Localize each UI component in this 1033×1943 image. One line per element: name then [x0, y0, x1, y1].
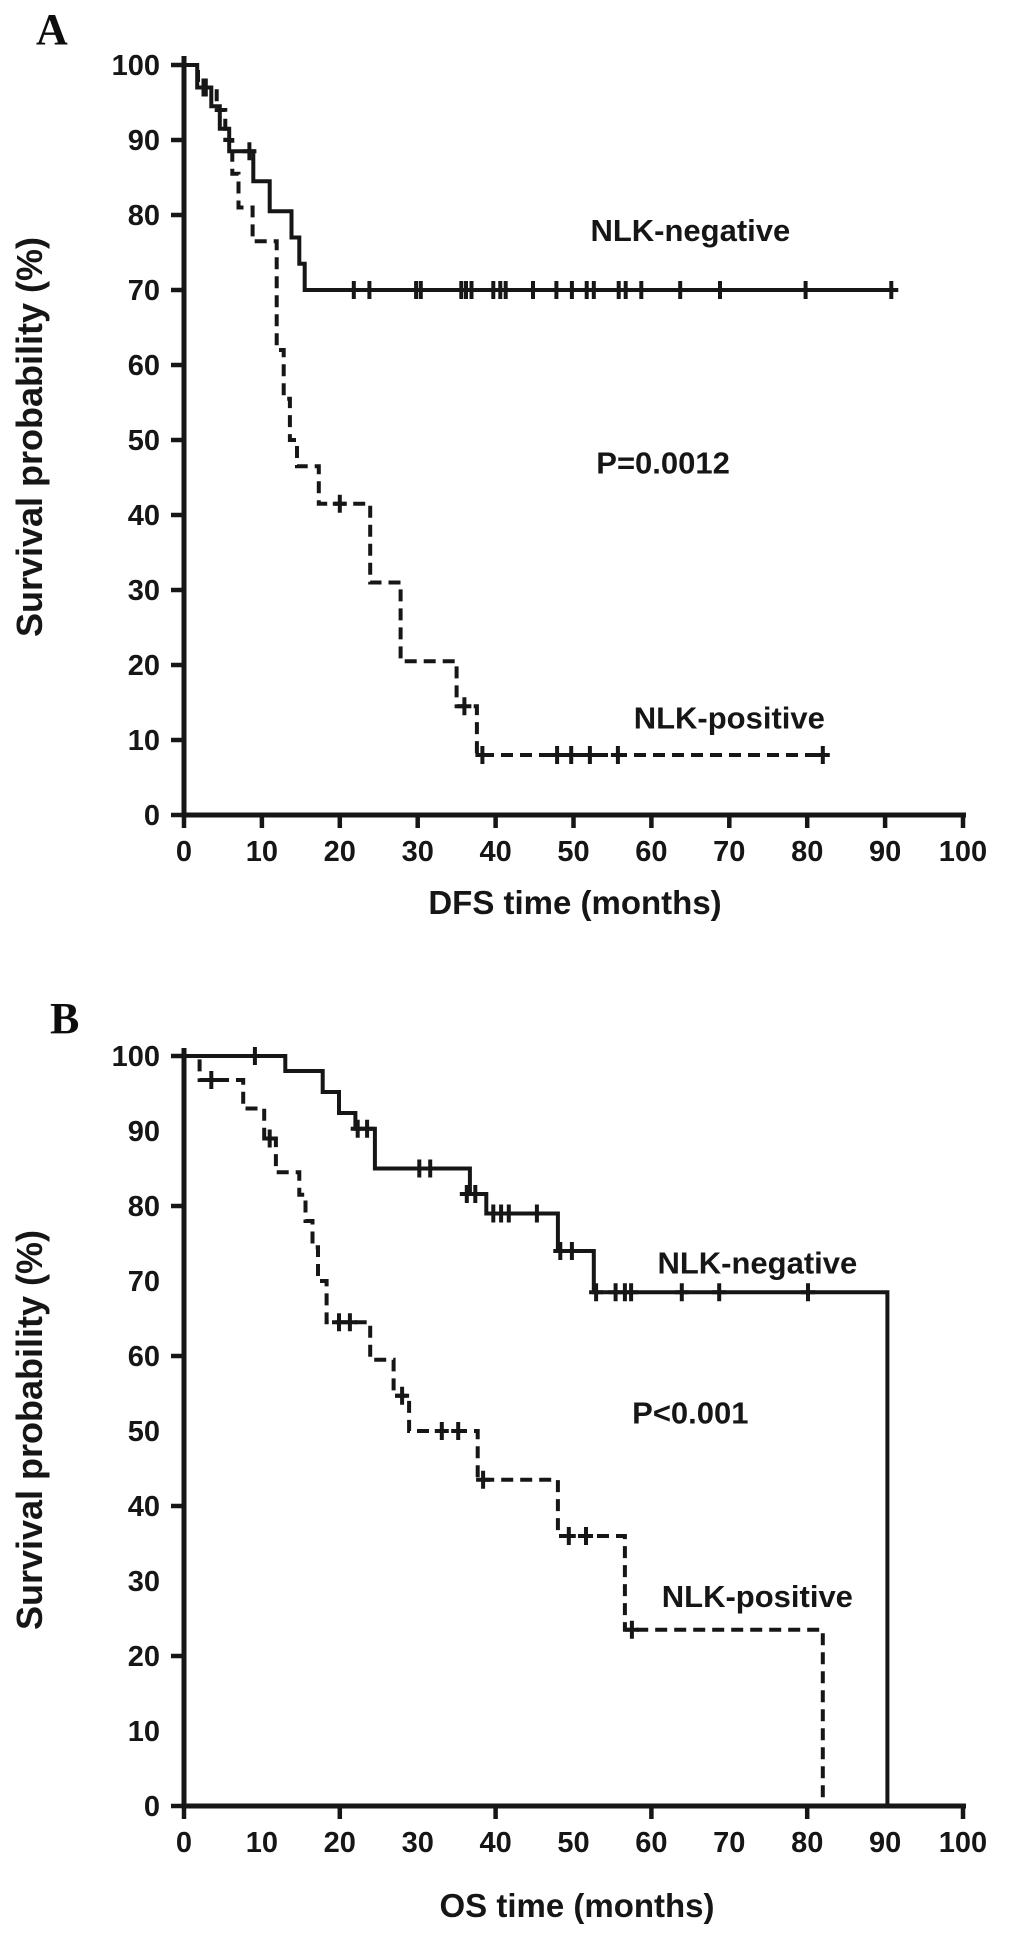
panel-b-nlk-negative-label: NLK-negative	[657, 1245, 858, 1281]
panel-b-y-tick-label: 0	[143, 1791, 160, 1823]
panel-a-x-tick-label: 80	[791, 836, 824, 868]
panel-a-nlk-positive-label: NLK-positive	[633, 700, 825, 736]
panel-a-y-tick-label: 30	[127, 575, 160, 607]
panel-b-y-tick-label: 70	[127, 1266, 160, 1298]
panel-a-y-tick-label: 10	[127, 725, 160, 757]
panel-b-x-tick-label: 50	[557, 1827, 590, 1859]
panel-b-axes	[184, 1048, 966, 1806]
panel-b-y-tick-label: 100	[111, 1041, 160, 1073]
panel-b-y-tick-label: 30	[127, 1566, 160, 1598]
panel-a-tick-marks	[171, 65, 963, 828]
panel-a-y-tick-label: 60	[127, 350, 160, 382]
panel-a-x-tick-label: 100	[938, 836, 988, 868]
panel-a-y-tick-label: 100	[111, 50, 160, 82]
panel-a-x-tick-label: 90	[868, 836, 902, 868]
panel-a-x-tick-label: 60	[635, 836, 668, 868]
panel-a-y-tick-label: 80	[127, 200, 160, 232]
panel-b-y-axis-title: Survival probability (%)	[9, 1229, 50, 1631]
panel-a-y-tick-label: 50	[127, 425, 160, 457]
panel-b-nlk-negative-curve	[184, 1056, 887, 1806]
panel-a-p-value-label: P=0.0012	[596, 445, 730, 481]
panel-a-y-tick-label: 90	[127, 125, 160, 157]
panel-a-nlk-negative-curve	[184, 65, 893, 290]
panel-a-x-tick-label: 50	[557, 836, 590, 868]
panel-b-x-tick-label: 40	[479, 1827, 512, 1859]
panel-a-y-tick-label: 20	[127, 650, 160, 682]
panel-b-x-tick-label: 0	[175, 1827, 193, 1859]
panel-b-x-tick-label: 30	[401, 1827, 434, 1859]
panel-b-tick-marks	[171, 1056, 963, 1819]
panel-a-nlk-positive-curve	[184, 65, 823, 755]
panel-b-x-tick-label: 80	[791, 1827, 824, 1859]
panel-b-letter: B	[50, 994, 80, 1043]
panel-a-x-tick-label: 20	[323, 836, 356, 868]
panel-a	[112, 50, 988, 868]
panel-a-x-tick-label: 0	[175, 836, 193, 868]
panel-a-x-tick-label: 40	[479, 836, 512, 868]
panel-b-y-tick-label: 10	[127, 1716, 160, 1748]
panel-b-x-tick-label: 70	[713, 1827, 746, 1859]
panel-a-y-tick-label: 0	[143, 800, 160, 832]
panel-b	[112, 1041, 988, 1859]
panel-b-y-tick-label: 60	[127, 1341, 160, 1373]
panel-b-p-value-label: P<0.001	[632, 1395, 749, 1431]
panel-b-nlk-positive-curve	[184, 1056, 823, 1806]
panel-b-y-tick-label: 20	[127, 1641, 160, 1673]
panel-a-axes	[184, 56, 966, 815]
panel-b-x-tick-label: 60	[635, 1827, 668, 1859]
panel-b-x-tick-label: 10	[245, 1827, 279, 1859]
panel-a-x-tick-label: 70	[713, 836, 746, 868]
panel-b-y-tick-label: 90	[127, 1116, 160, 1148]
panel-b-nlk-positive-censor-marks	[204, 1071, 639, 1639]
panel-b-nlk-positive-label: NLK-positive	[661, 1579, 853, 1614]
panel-a-x-axis-title: DFS time (months)	[428, 884, 722, 921]
panel-b-y-tick-label: 40	[127, 1491, 160, 1523]
panel-a-x-tick-label: 10	[245, 836, 279, 868]
panel-b-y-tick-label: 50	[127, 1416, 160, 1448]
panel-a-letter: A	[36, 5, 68, 54]
panel-a-x-tick-label: 30	[401, 836, 434, 868]
panel-a-y-axis-title: Survival probability (%)	[9, 236, 50, 638]
panel-a-y-tick-label: 70	[127, 275, 160, 307]
panel-a-y-tick-label: 40	[127, 500, 160, 532]
panel-b-x-tick-label: 20	[323, 1827, 356, 1859]
panel-b-x-axis-title: OS time (months)	[439, 1887, 715, 1924]
panel-a-nlk-negative-label: NLK-negative	[590, 213, 791, 248]
panel-b-x-tick-label: 90	[868, 1827, 902, 1859]
panel-b-x-tick-label: 100	[938, 1827, 988, 1859]
panel-b-y-tick-label: 80	[127, 1191, 160, 1223]
